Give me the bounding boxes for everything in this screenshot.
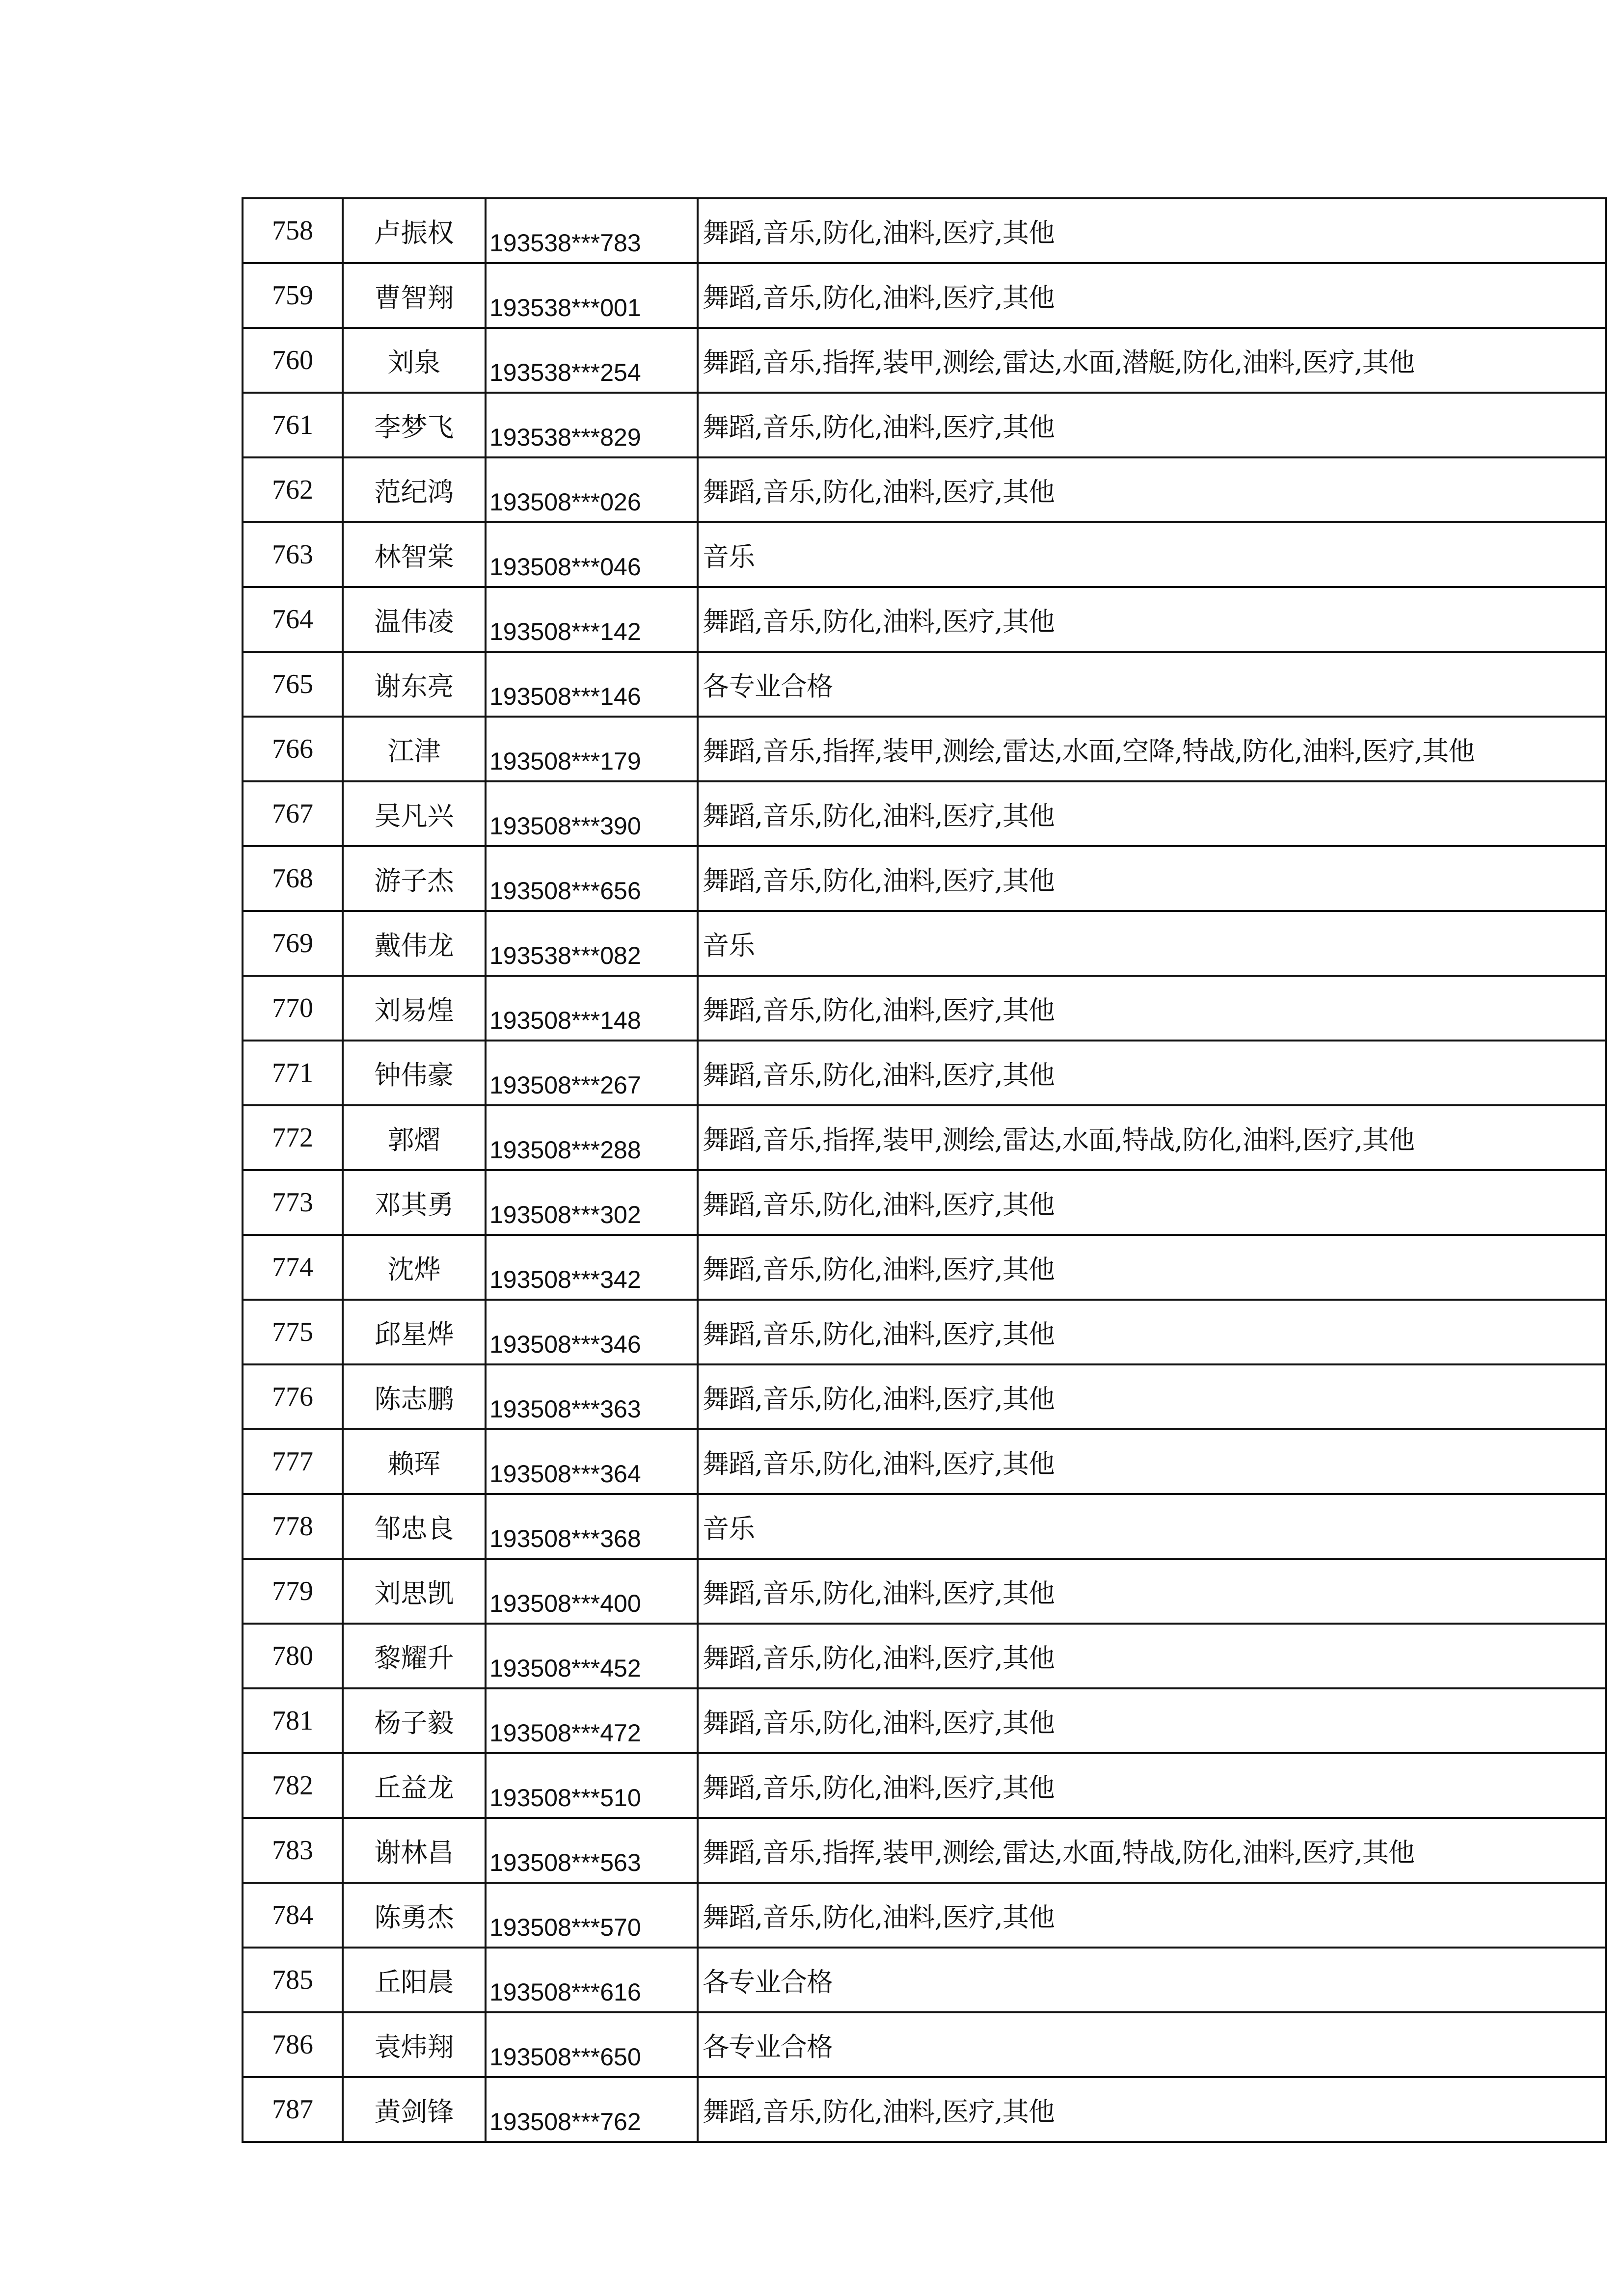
row-number: 764 (243, 587, 343, 652)
table-row (243, 1429, 1606, 1494)
candidate-id: 193538***829 (486, 393, 698, 457)
candidate-id: 193508***452 (486, 1624, 698, 1688)
table-row (243, 1624, 1606, 1688)
table-row (243, 1364, 1606, 1429)
candidate-id: 193508***390 (486, 781, 698, 846)
table-row (243, 1041, 1606, 1105)
row-number: 760 (243, 328, 343, 393)
qualified-specialties: 舞蹈,音乐,指挥,装甲,测绘,雷达,水面,特战,防化,油料,医疗,其他 (698, 1105, 1606, 1170)
candidate-id: 193508***288 (486, 1105, 698, 1170)
candidate-id: 193508***400 (486, 1559, 698, 1624)
qualified-specialties: 舞蹈,音乐,防化,油料,医疗,其他 (698, 1364, 1606, 1429)
candidate-name: 吴凡兴 (343, 781, 486, 846)
row-number: 774 (243, 1235, 343, 1300)
qualified-specialties: 舞蹈,音乐,防化,油料,医疗,其他 (698, 263, 1606, 328)
row-number: 784 (243, 1883, 343, 1948)
row-number: 768 (243, 846, 343, 911)
candidate-name: 袁炜翔 (343, 2012, 486, 2077)
row-number: 770 (243, 976, 343, 1041)
qualified-specialties: 舞蹈,音乐,防化,油料,医疗,其他 (698, 1753, 1606, 1818)
results-table-body (243, 198, 1606, 2142)
table-row (243, 1559, 1606, 1624)
qualified-specialties: 舞蹈,音乐,防化,油料,医疗,其他 (698, 1235, 1606, 1300)
qualified-specialties: 舞蹈,音乐,指挥,装甲,测绘,雷达,水面,空降,特战,防化,油料,医疗,其他 (698, 717, 1606, 781)
qualified-specialties: 各专业合格 (698, 652, 1606, 717)
qualified-specialties: 舞蹈,音乐,防化,油料,医疗,其他 (698, 587, 1606, 652)
row-number: 759 (243, 263, 343, 328)
table-row (243, 976, 1606, 1041)
table-row (243, 1818, 1606, 1883)
table-row (243, 1105, 1606, 1170)
table-row (243, 328, 1606, 393)
qualified-specialties: 舞蹈,音乐,防化,油料,医疗,其他 (698, 976, 1606, 1041)
qualified-specialties: 舞蹈,音乐,防化,油料,医疗,其他 (698, 1429, 1606, 1494)
row-number: 761 (243, 393, 343, 457)
candidate-name: 谢东亮 (343, 652, 486, 717)
candidate-id: 193508***510 (486, 1753, 698, 1818)
candidate-name: 卢振权 (343, 198, 486, 263)
table-row (243, 717, 1606, 781)
candidate-id: 193508***046 (486, 522, 698, 587)
row-number: 775 (243, 1300, 343, 1364)
row-number: 778 (243, 1494, 343, 1559)
qualified-specialties: 各专业合格 (698, 1948, 1606, 2012)
candidate-name: 刘泉 (343, 328, 486, 393)
qualified-specialties: 舞蹈,音乐,指挥,装甲,测绘,雷达,水面,特战,防化,油料,医疗,其他 (698, 1818, 1606, 1883)
candidate-name: 邓其勇 (343, 1170, 486, 1235)
candidate-id: 193538***254 (486, 328, 698, 393)
candidate-name: 郭熠 (343, 1105, 486, 1170)
row-number: 776 (243, 1364, 343, 1429)
qualified-specialties: 舞蹈,音乐,防化,油料,医疗,其他 (698, 393, 1606, 457)
candidate-name: 陈勇杰 (343, 1883, 486, 1948)
row-number: 767 (243, 781, 343, 846)
table-row (243, 1494, 1606, 1559)
candidate-name: 赖珲 (343, 1429, 486, 1494)
candidate-id: 193508***146 (486, 652, 698, 717)
table-row (243, 1688, 1606, 1753)
table-row (243, 1170, 1606, 1235)
results-table (242, 197, 1607, 2143)
candidate-id: 193538***001 (486, 263, 698, 328)
candidate-name: 范纪鸿 (343, 457, 486, 522)
row-number: 787 (243, 2077, 343, 2142)
candidate-id: 193508***148 (486, 976, 698, 1041)
candidate-name: 温伟凌 (343, 587, 486, 652)
candidate-id: 193508***342 (486, 1235, 698, 1300)
row-number: 786 (243, 2012, 343, 2077)
candidate-name: 江津 (343, 717, 486, 781)
table-row (243, 393, 1606, 457)
table-row (243, 457, 1606, 522)
table-row (243, 1753, 1606, 1818)
row-number: 782 (243, 1753, 343, 1818)
candidate-id: 193508***267 (486, 1041, 698, 1105)
candidate-name: 曹智翔 (343, 263, 486, 328)
row-number: 766 (243, 717, 343, 781)
table-row (243, 1948, 1606, 2012)
candidate-name: 陈志鹏 (343, 1364, 486, 1429)
candidate-name: 李梦飞 (343, 393, 486, 457)
qualified-specialties: 各专业合格 (698, 2012, 1606, 2077)
candidate-id: 193538***783 (486, 198, 698, 263)
qualified-specialties: 舞蹈,音乐,防化,油料,医疗,其他 (698, 1883, 1606, 1948)
row-number: 785 (243, 1948, 343, 2012)
candidate-name: 刘思凯 (343, 1559, 486, 1624)
candidate-id: 193508***142 (486, 587, 698, 652)
table-row (243, 1235, 1606, 1300)
candidate-id: 193508***368 (486, 1494, 698, 1559)
row-number: 762 (243, 457, 343, 522)
table-row (243, 2077, 1606, 2142)
qualified-specialties: 音乐 (698, 522, 1606, 587)
qualified-specialties: 舞蹈,音乐,防化,油料,医疗,其他 (698, 198, 1606, 263)
row-number: 780 (243, 1624, 343, 1688)
candidate-name: 邱星烨 (343, 1300, 486, 1364)
candidate-id: 193508***563 (486, 1818, 698, 1883)
candidate-name: 谢林昌 (343, 1818, 486, 1883)
table-row (243, 2012, 1606, 2077)
row-number: 783 (243, 1818, 343, 1883)
candidate-id: 193508***656 (486, 846, 698, 911)
candidate-name: 邹忠良 (343, 1494, 486, 1559)
table-row (243, 263, 1606, 328)
qualified-specialties: 舞蹈,音乐,指挥,装甲,测绘,雷达,水面,潜艇,防化,油料,医疗,其他 (698, 328, 1606, 393)
candidate-id: 193538***082 (486, 911, 698, 976)
row-number: 758 (243, 198, 343, 263)
candidate-id: 193508***570 (486, 1883, 698, 1948)
candidate-name: 刘易煌 (343, 976, 486, 1041)
candidate-name: 黎耀升 (343, 1624, 486, 1688)
candidate-id: 193508***650 (486, 2012, 698, 2077)
candidate-id: 193508***302 (486, 1170, 698, 1235)
candidate-id: 193508***179 (486, 717, 698, 781)
row-number: 765 (243, 652, 343, 717)
row-number: 781 (243, 1688, 343, 1753)
row-number: 763 (243, 522, 343, 587)
row-number: 772 (243, 1105, 343, 1170)
table-row (243, 911, 1606, 976)
qualified-specialties: 音乐 (698, 1494, 1606, 1559)
candidate-name: 戴伟龙 (343, 911, 486, 976)
row-number: 779 (243, 1559, 343, 1624)
candidate-name: 丘阳晨 (343, 1948, 486, 2012)
candidate-id: 193508***026 (486, 457, 698, 522)
qualified-specialties: 舞蹈,音乐,防化,油料,医疗,其他 (698, 2077, 1606, 2142)
candidate-name: 林智棠 (343, 522, 486, 587)
qualified-specialties: 舞蹈,音乐,防化,油料,医疗,其他 (698, 1624, 1606, 1688)
qualified-specialties: 音乐 (698, 911, 1606, 976)
candidate-name: 杨子毅 (343, 1688, 486, 1753)
candidate-name: 黄剑锋 (343, 2077, 486, 2142)
row-number: 771 (243, 1041, 343, 1105)
qualified-specialties: 舞蹈,音乐,防化,油料,医疗,其他 (698, 457, 1606, 522)
candidate-name: 钟伟豪 (343, 1041, 486, 1105)
qualified-specialties: 舞蹈,音乐,防化,油料,医疗,其他 (698, 1559, 1606, 1624)
qualified-specialties: 舞蹈,音乐,防化,油料,医疗,其他 (698, 1170, 1606, 1235)
candidate-name: 丘益龙 (343, 1753, 486, 1818)
candidate-id: 193508***346 (486, 1300, 698, 1364)
candidate-id: 193508***363 (486, 1364, 698, 1429)
row-number: 769 (243, 911, 343, 976)
qualified-specialties: 舞蹈,音乐,防化,油料,医疗,其他 (698, 1300, 1606, 1364)
table-row (243, 1300, 1606, 1364)
candidate-name: 沈烨 (343, 1235, 486, 1300)
table-row (243, 846, 1606, 911)
qualified-specialties: 舞蹈,音乐,防化,油料,医疗,其他 (698, 1041, 1606, 1105)
row-number: 773 (243, 1170, 343, 1235)
row-number: 777 (243, 1429, 343, 1494)
table-row (243, 587, 1606, 652)
table-row (243, 198, 1606, 263)
candidate-id: 193508***616 (486, 1948, 698, 2012)
candidate-id: 193508***472 (486, 1688, 698, 1753)
table-row (243, 652, 1606, 717)
candidate-id: 193508***762 (486, 2077, 698, 2142)
qualified-specialties: 舞蹈,音乐,防化,油料,医疗,其他 (698, 781, 1606, 846)
table-row (243, 781, 1606, 846)
table-row (243, 522, 1606, 587)
qualified-specialties: 舞蹈,音乐,防化,油料,医疗,其他 (698, 846, 1606, 911)
table-row (243, 1883, 1606, 1948)
candidate-name: 游子杰 (343, 846, 486, 911)
candidate-id: 193508***364 (486, 1429, 698, 1494)
qualified-specialties: 舞蹈,音乐,防化,油料,医疗,其他 (698, 1688, 1606, 1753)
